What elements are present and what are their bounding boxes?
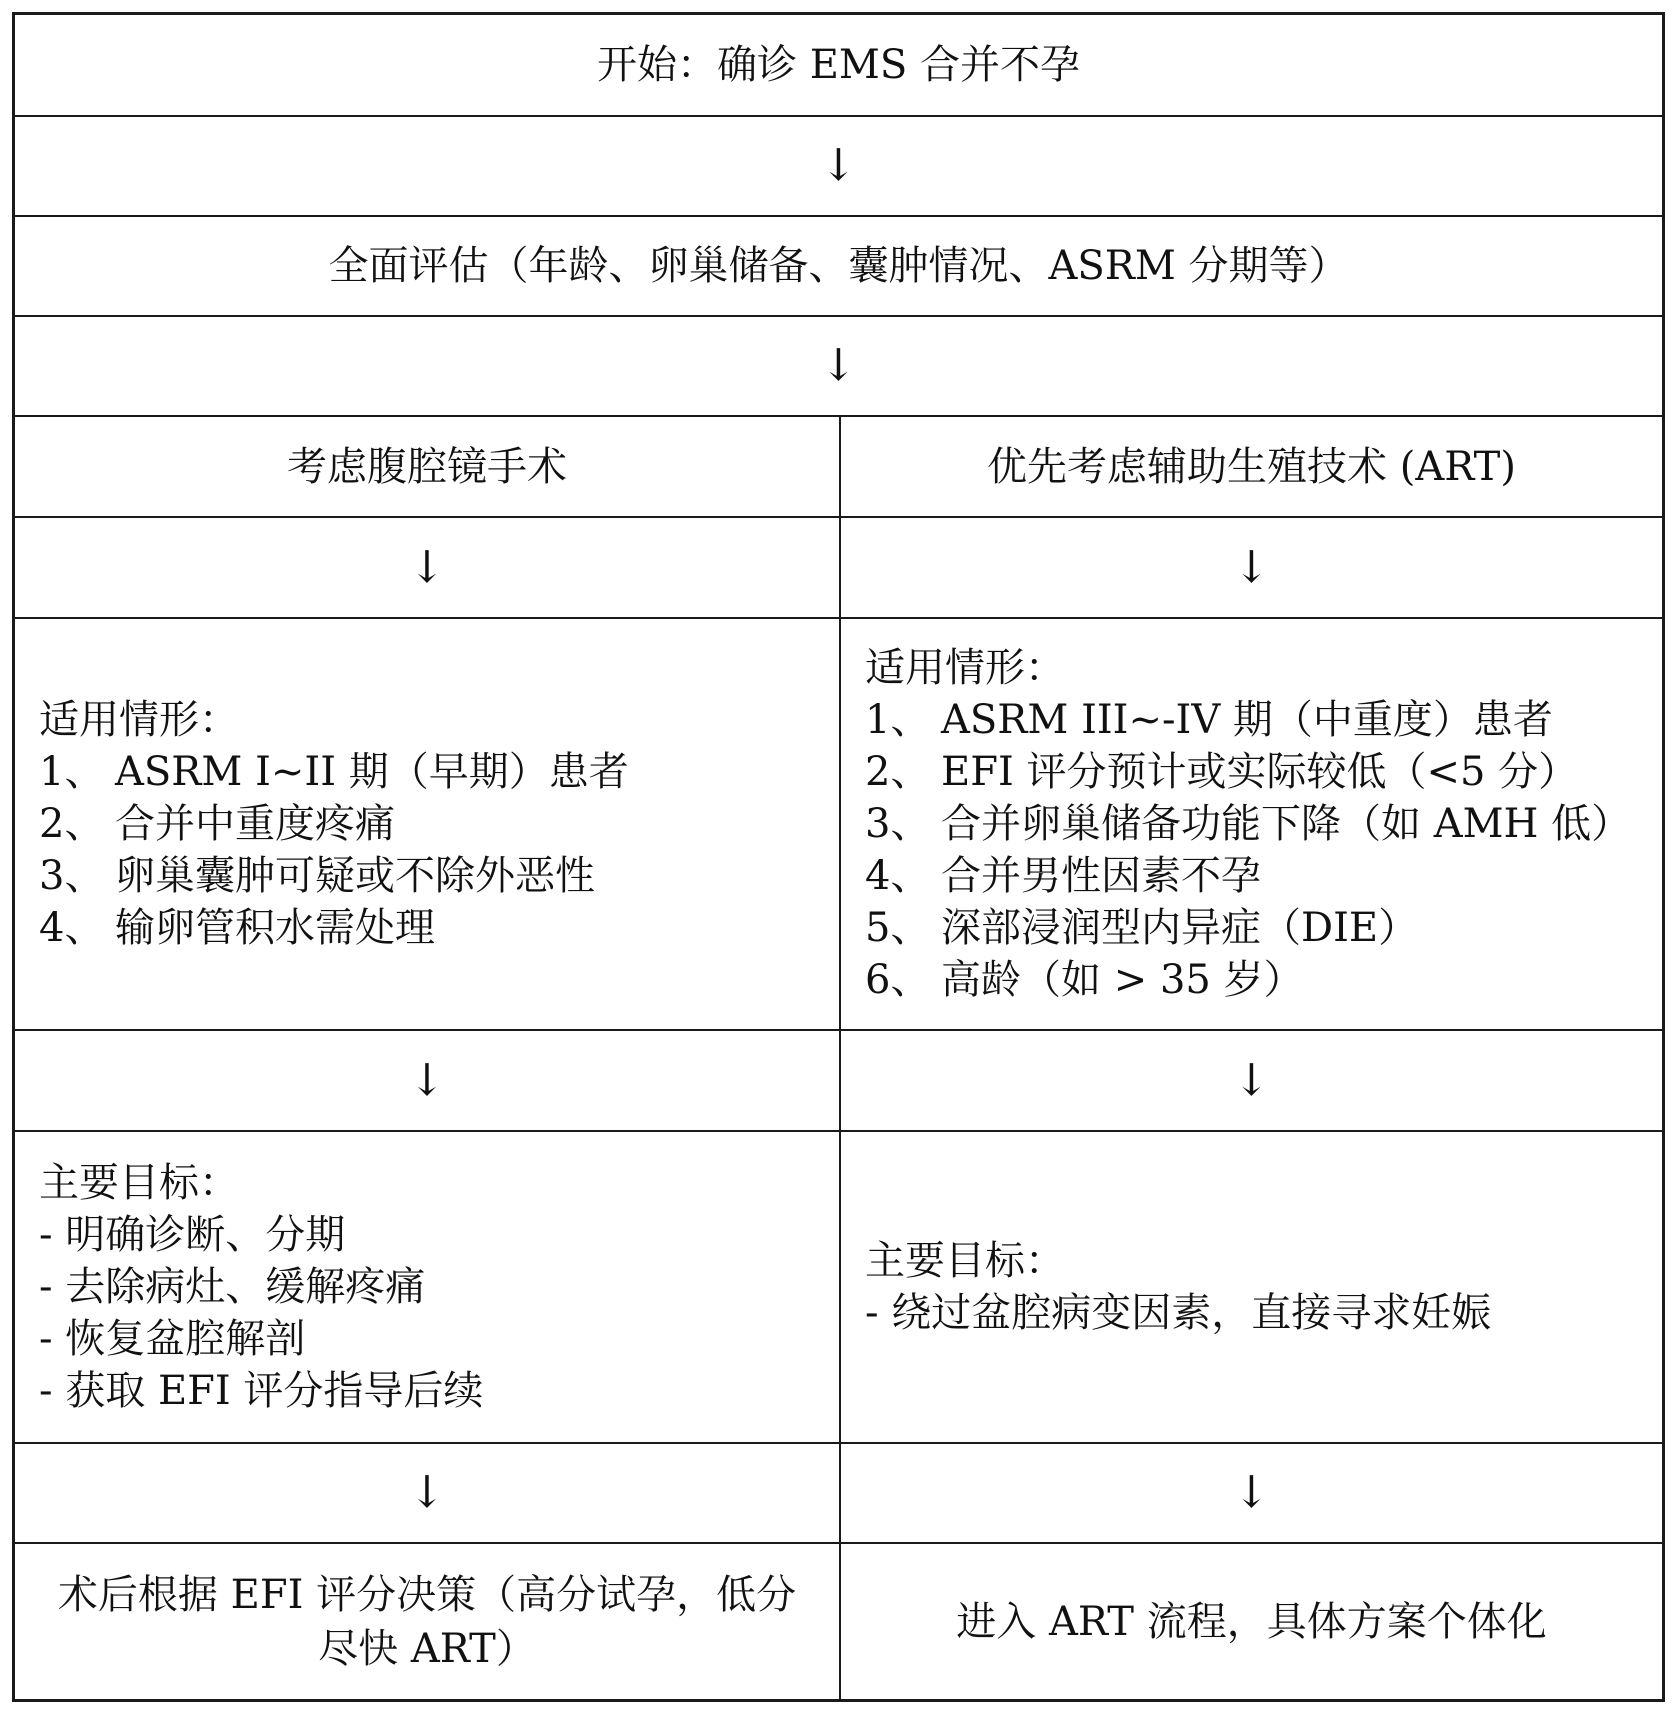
- start-row: [15, 15, 1662, 117]
- criteria-title: 适用情形：: [865, 645, 1065, 691]
- list-item: 4、 输卵管积水需处理: [39, 905, 435, 951]
- arrow-row: [15, 1031, 1662, 1132]
- down-arrow: ↓: [408, 1054, 446, 1106]
- surgery-goals: [15, 1132, 841, 1442]
- down-arrow: ↓: [1233, 1054, 1270, 1106]
- criteria-row: [15, 619, 1662, 1031]
- list-item: 4、 合并男性因素不孕: [865, 853, 1261, 899]
- list-item: - 恢复盆腔解剖: [39, 1316, 306, 1362]
- arrow-row: [15, 1444, 1662, 1544]
- outcome-row: [15, 1544, 1662, 1699]
- list-item: 3、 合并卵巢储备功能下降（如 AMH 低）: [865, 801, 1632, 847]
- list-item: 2、 合并中重度疼痛: [39, 801, 395, 847]
- down-arrow: ↓: [1233, 541, 1270, 593]
- art-goals: [841, 1132, 1662, 1442]
- start-node: 开始：确诊 EMS 合并不孕: [597, 42, 1080, 88]
- assessment-node: 全面评估（年龄、卵巢储备、囊肿情况、ASRM 分期等）: [328, 243, 1349, 289]
- down-arrow: ↓: [820, 340, 857, 391]
- list-item: - 获取 EFI 评分指导后续: [39, 1368, 484, 1414]
- criteria-title: 适用情形：: [39, 697, 239, 743]
- surgery-criteria: [15, 619, 841, 1029]
- arrow-row: [15, 518, 1662, 619]
- goals-title: 主要目标：: [39, 1160, 239, 1206]
- surgery-outcome: 术后根据 EFI 评分决策（高分试孕，低分尽快 ART）: [57, 1571, 797, 1672]
- down-arrow: ↓: [1233, 1467, 1270, 1518]
- arrow-row: [15, 317, 1662, 417]
- list-item: 2、 EFI 评分预计或实际较低（<5 分）: [865, 749, 1579, 795]
- down-arrow: ↓: [820, 140, 857, 191]
- art-criteria: [841, 619, 1662, 1029]
- art-heading: 优先考虑辅助生殖技术 (ART): [987, 443, 1516, 490]
- branch-heading-row: [15, 417, 1662, 518]
- list-item: - 去除病灶、缓解疼痛: [39, 1264, 426, 1310]
- arrow-row: [15, 117, 1662, 217]
- goals-row: [15, 1132, 1662, 1444]
- list-item: - 明确诊断、分期: [39, 1212, 346, 1258]
- surgery-heading: 考虑腹腔镜手术: [287, 443, 567, 490]
- list-item: 5、 深部浸润型内异症（DIE）: [865, 905, 1419, 951]
- down-arrow: ↓: [408, 1467, 446, 1518]
- flowchart-table: [12, 12, 1665, 1702]
- list-item: 1、 ASRM III~-IV 期（中重度）患者: [865, 697, 1553, 743]
- assessment-row: [15, 217, 1662, 317]
- list-item: - 绕过盆腔病变因素，直接寻求妊娠: [865, 1290, 1492, 1336]
- down-arrow: ↓: [408, 541, 446, 593]
- list-item: 1、 ASRM I~II 期（早期）患者: [39, 749, 629, 795]
- list-item: 3、 卵巢囊肿可疑或不除外恶性: [39, 853, 595, 899]
- goals-title: 主要目标：: [865, 1238, 1065, 1284]
- list-item: 6、 高龄（如 > 35 岁）: [865, 957, 1304, 1003]
- art-outcome: 进入 ART 流程，具体方案个体化: [956, 1598, 1547, 1645]
